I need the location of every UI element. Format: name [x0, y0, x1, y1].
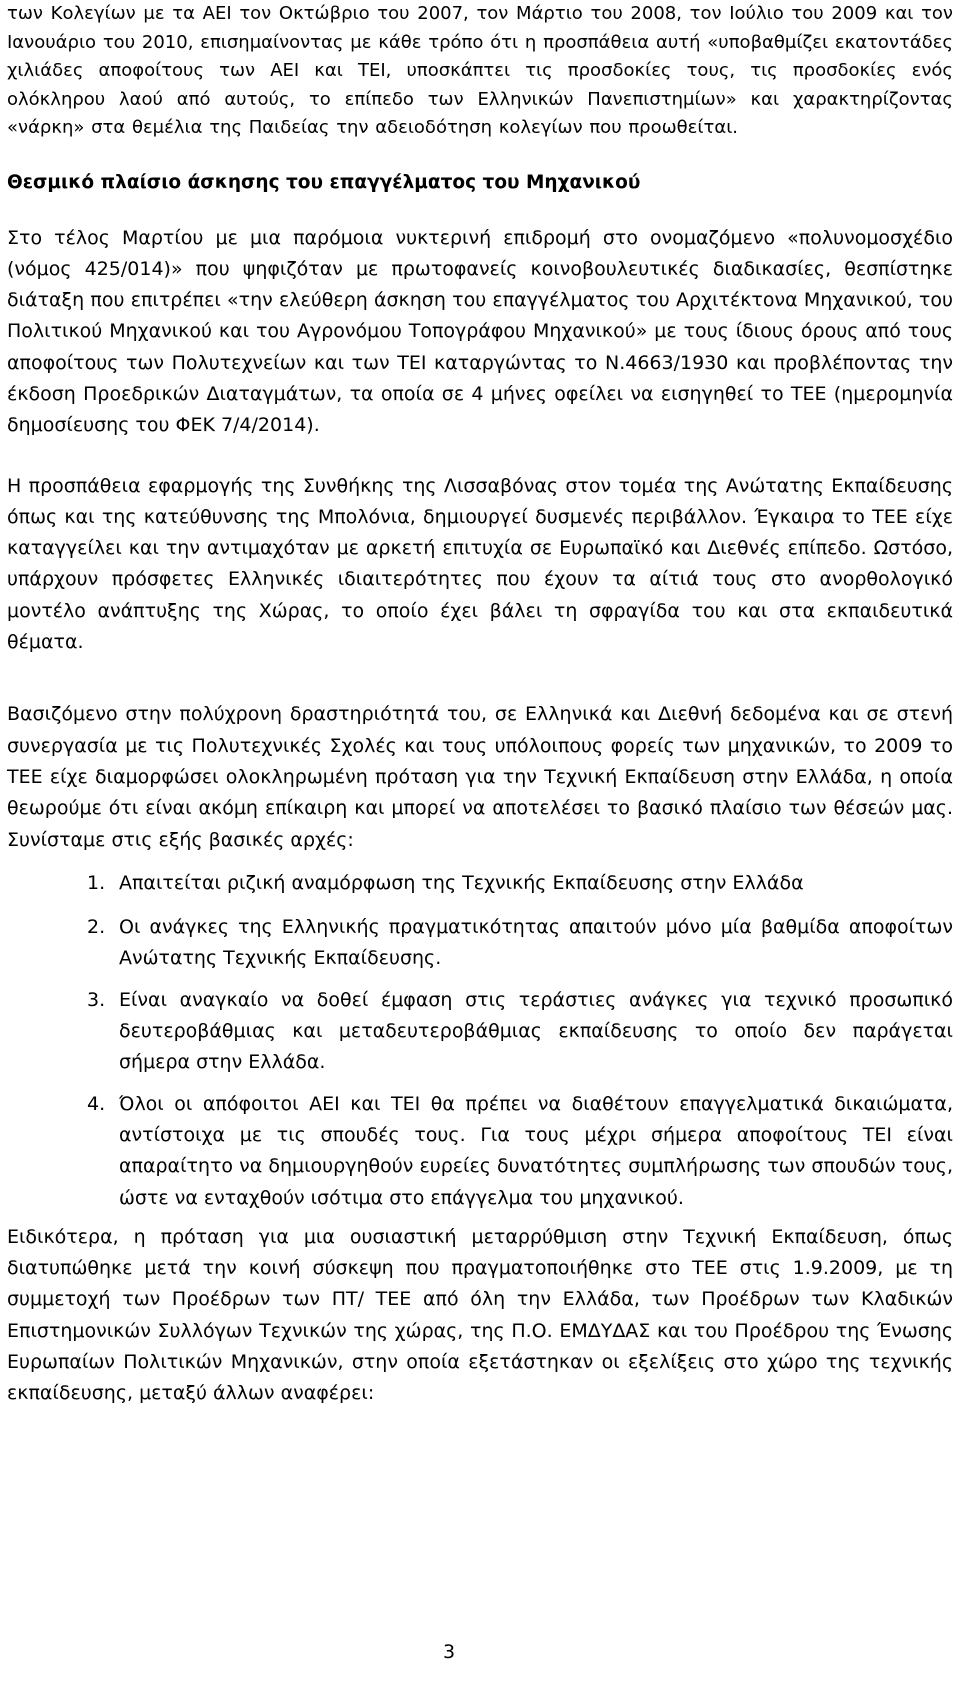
list-item: [7, 912, 953, 975]
paragraph-proposal: Βασιζόμενο στην πολύχρονη δραστηριότητά του, σε Ελληνικά και Διεθνή δεδομένα και σε στενή συνεργασία με τις Πολυτεχνικές Σχολές και τους υπόλοιπους φορείς των μηχανικών, το 2009 το ΤΕΕ είχε διαμορφώσει ολοκληρωμένη πρόταση για την Τεχνική Εκπαίδευση στην Ελλάδα, η οποία θεωρούμε ότι είναι ακόμη επίκαιρη και μπορεί να αποτελέσει το βασικό πλαίσιο των θέσεών μας. Συνίσταμε στις εξής βασικές αρχές:: [7, 703, 953, 851]
list-item-text: Είναι αναγκαίο να δοθεί έμφαση στις τεράστιες ανάγκες για τεχνικό προσωπικό δευτεροβάθμιας και μεταδευτεροβάθμιας εκπαίδευσης το οποίο δεν παράγεται σήμερα στην Ελλάδα.: [119, 988, 953, 1074]
document-page: [7, 0, 953, 1410]
paragraph-conclusion: Ειδικότερα, η πρόταση για μια ουσιαστική μεταρρύθμιση στην Τεχνική Εκπαίδευση, όπως διατυπώθηκε μετά την κοινή σύσκεψη που πραγματοποιήθηκε στο ΤΕΕ στις 1.9.2009, με τη συμμετοχή των Προέδρων των ΠΤ/ ΤΕΕ από όλη την Ελλάδα, των Προέδρων των Κλαδικών Επιστημονικών Συλλόγων Τεχνικών της χώρας, της Π.Ο. ΕΜΔΥΔΑΣ και του Προέδρου της Ένωσης Ευρωπαίων Πολιτικών Μηχανικών, στην οποία εξετάστηκαν οι εξελίξεις στο χώρο της τεχνικής εκπαίδευσης, μεταξύ άλλων αναφέρει:: [7, 1225, 953, 1405]
paragraph-lisbon: Η προσπάθεια εφαρμογής της Συνθήκης της Λισσαβόνας στον τομέα της Ανώτατης Εκπαίδευσης όπως και της κατεύθυνσης της Μπολόνια, δημιουργεί δυσμενές περιβάλλον. Έγκαιρα το ΤΕΕ είχε καταγγείλει και την αντιμαχόταν με αρκετή επιτυχία σε Ευρωπαϊκό και Διεθνές επίπεδο. Ωστόσο, υπάρχουν πρόσφετες Ελληνικές ιδιαιτερότητες που έχουν τα αίτιά τους στο ανορθολογικό μοντέλο ανάπτυξης της Χώρας, το οποίο έχει βάλει τη σφραγίδα του και στα εκπαιδευτικά θέματα.: [7, 474, 953, 654]
list-item-text: Απαιτείται ριζική αναμόρφωση της Τεχνικής Εκπαίδευσης στην Ελλάδα: [119, 871, 804, 894]
page-number: 3: [443, 1641, 456, 1663]
paragraph-framework: Στο τέλος Μαρτίου με μια παρόμοια νυκτερινή επιδρομή στο ονομαζόμενο «πολυνομοσχέδιο (νόμος 425/014)» που ψηφιζόταν με πρωτοφανείς κοινοβουλευτικές διαδικασίες, θεσπίστηκε διάταξη που επιτρέπει «την ελεύθερη άσκηση του επαγγέλματος του Αρχιτέκτονα Μηχανικού, του Πολιτικού Μηχανικού και του Αγρονόμου Τοπογράφου Μηχανικού» με τους ίδιους όρους από τους αποφοίτους των Πολυτεχνείων και των ΤΕΙ καταργώντας το Ν.4663/1930 και προβλέποντας την έκδοση Προεδρικών Διαταγμάτων, τα οποία σε 4 μήνες οφείλει να εισηγηθεί το ΤΕΕ (ημερομηνία δημοσίευσης του ΦΕΚ 7/4/2014).: [7, 226, 953, 437]
list-item: [7, 985, 953, 1079]
section-heading: Θεσμικό πλαίσιο άσκησης του επαγγέλματος του Μηχανικού: [7, 171, 641, 193]
list-item-number: 2.: [87, 916, 106, 939]
list-item-number: 1.: [87, 871, 106, 894]
list-item: [7, 1089, 953, 1214]
list-item-text: Οι ανάγκες της Ελληνικής πραγματικότητας απαιτούν μόνο μία βαθμίδα αποφοίτων Ανώτατης Τεχνικής Εκπαίδευσης.: [119, 916, 953, 970]
principles-list: [7, 868, 953, 1214]
list-item-text: Όλοι οι απόφοιτοι ΑΕΙ και ΤΕΙ θα πρέπει να διαθέτουν επαγγελματικά δικαιώματα, αντίστοιχα με τις σπουδές τους. Για τους μέχρι σήμερα αποφοίτους ΤΕΙ είναι απαραίτητο να δημιουργηθούν ευρείες δυνατότητες συμπλήρωσης των σπουδών τους, ώστε να ενταχθούν ισότιμα στο επάγγελμα του μηχανικού.: [119, 1092, 953, 1209]
intro-paragraph: των Κολεγίων με τα ΑΕΙ τον Οκτώβριο του 2007, τον Μάρτιο του 2008, τον Ιούλιο του 2009 και τον Ιανουάριο του 2010, επισημαίνοντας με κάθε τρόπο ότι η προσπάθεια αυτή «υποβαθμίζει εκατοντάδες χιλιάδες αποφοίτους των ΑΕΙ και ΤΕΙ, υποσκάπτει τις προσδοκίες τους, τις προσδοκίες ενός ολόκληρου λαού από αυτούς, το επίπεδο των Ελληνικών Πανεπιστημίων» και χαρακτηρίζοντας «νάρκη» στα θεμέλια της Παιδείας την αδειοδότηση κολεγίων που προωθείται.: [7, 3, 953, 138]
list-item: [7, 868, 953, 899]
list-item-number: 4.: [87, 1092, 106, 1115]
list-item-number: 3.: [87, 988, 106, 1011]
